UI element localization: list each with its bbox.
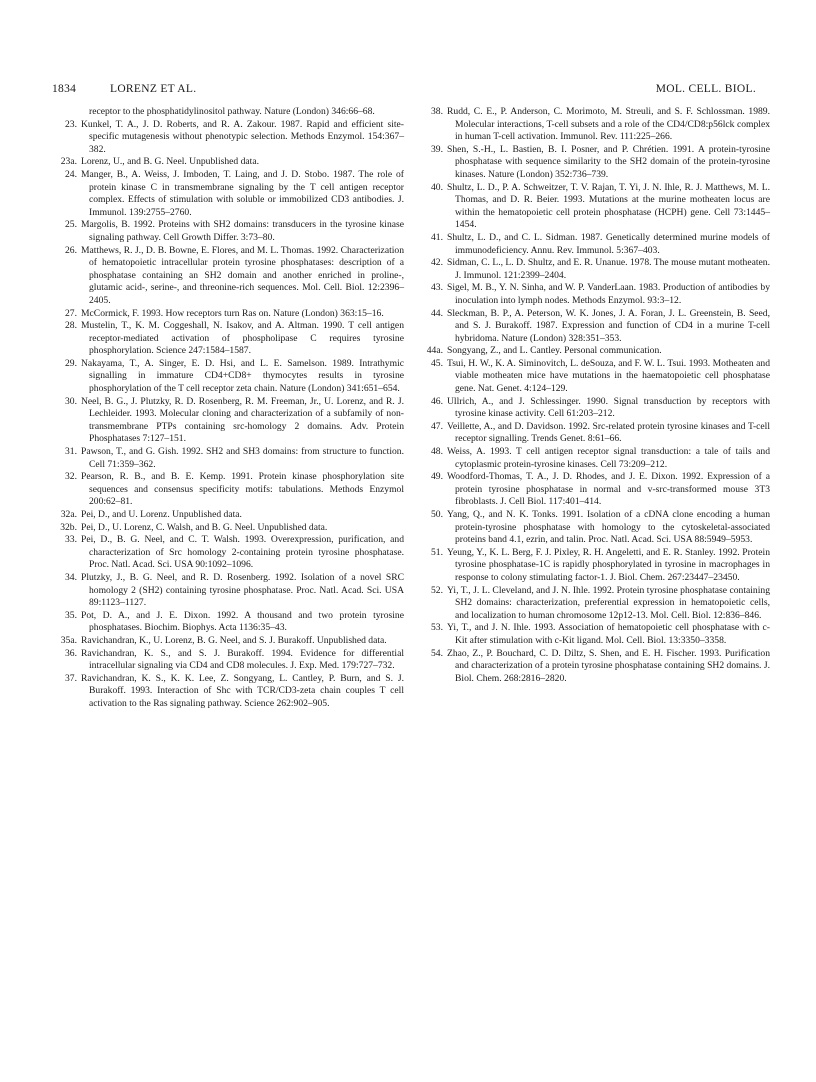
reference-text: Ravichandran, K. S., and S. J. Burakoff. 1994. Evidence for differential intracellular signaling via CD4 and CD8 molecules. J. Exp. Med. 179:727–732.: [81, 647, 404, 672]
reference-text: Margolis, B. 1992. Proteins with SH2 domains: transducers in the tyrosine kinase signaling pathway. Cell Growth Differ. 3:73–80.: [81, 219, 404, 243]
reference-number: 23a.: [60, 156, 77, 168]
reference-number: 50.: [431, 509, 443, 520]
reference-entry: [52, 471, 404, 509]
reference-text: Neel, B. G., J. Plutzky, R. D. Rosenberg, R. M. Freeman, Jr., U. Lorenz, and R. J. Lechleider. 1993. Molecular cloning and characterization of a subfamily of non-transmembrane PTPs containing src-homology 2 domains. Adv. Protein Phosphatases 7:127–151.: [81, 395, 404, 445]
reference-text: Ravichandran, K. S., K. K. Lee, Z. Songyang, L. Cantley, P. Burn, and S. J. Burakoff. 1993. Interaction of Shc with TCR/CD3-zeta chain couples T cell activation to the Ras signaling pathway. Science 262:902–905.: [81, 672, 404, 709]
reference-text: Veillette, A., and D. Davidson. 1992. Src-related protein tyrosine kinases and T-cell receptor signalling. Trends Genet. 8:61–66.: [447, 420, 770, 445]
reference-text: Ravichandran, K., U. Lorenz, B. G. Neel, and S. J. Burakoff. Unpublished data.: [81, 634, 387, 646]
reference-entry: [52, 245, 404, 308]
reference-text: Sigel, M. B., Y. N. Sinha, and W. P. VanderLaan. 1983. Production of antibodies by inoculation into lymph nodes. Methods Enzymol. 93:3–12.: [447, 282, 770, 306]
running-header: [52, 83, 756, 99]
reference-number: 32b.: [60, 521, 77, 533]
reference-entry: [418, 308, 770, 346]
reference-entry: [418, 622, 770, 647]
reference-number: 48.: [431, 446, 443, 458]
reference-text: Yeung, Y., K. L. Berg, F. J. Pixley, R. H. Angeletti, and E. R. Stanley. 1992. Protein tyrosine phosphatase-1C is rapidly phosphorylated in tyrosine in macrophages in response to colony stimulating factor-1. J. Biol. Chem. 267:23447–23450.: [447, 546, 770, 583]
reference-entry: [418, 345, 770, 358]
reference-text: Yi, T., J. L. Cleveland, and J. N. Ihle. 1992. Protein tyrosine phosphatase containing SH2 domains: characterization, preferential expression in hematopoietic cells, and localization to human chromosome 12p12-13. Mol. Cell. Biol. 12:836–846.: [447, 584, 770, 621]
reference-text: Plutzky, J., B. G. Neel, and R. D. Rosenberg. 1992. Isolation of a novel SRC homology 2 (SH2) containing tyrosine phosphatase. Proc. Natl. Acad. Sci. USA 89:1123–1127.: [81, 571, 404, 609]
reference-text: Kunkel, T. A., J. D. Roberts, and R. A. Zakour. 1987. Rapid and efficient site-specific mutagenesis without phenotypic selection. Methods Enzymol. 154:367–382.: [81, 118, 404, 155]
reference-number: 41.: [431, 231, 443, 243]
reference-entry: [52, 358, 404, 396]
reference-number: 27.: [65, 307, 77, 319]
reference-entry: [418, 106, 770, 144]
reference-number: 43.: [431, 282, 443, 294]
reference-text: Sidman, C. L., L. D. Shultz, and E. R. Unanue. 1978. The mouse mutant motheaten. J. Immunol. 121:2399–2404.: [447, 257, 770, 281]
reference-entry: [418, 471, 770, 509]
references-right-column: [418, 106, 770, 685]
reference-text: Pot, D. A., and J. E. Dixon. 1992. A thousand and two protein tyrosine phosphatases. Biochim. Biophys. Acta 1136:35–43.: [81, 609, 404, 634]
reference-entry: [52, 308, 404, 321]
reference-number: 35a.: [60, 634, 77, 646]
reference-number: 39.: [431, 143, 443, 155]
reference-text: Weiss, A. 1993. T cell antigen receptor signal transduction: a tale of tails and cytoplasmic protein-tyrosine kinases. Cell 73:209–212.: [447, 446, 770, 470]
reference-number: 34.: [65, 571, 77, 583]
reference-number: 28.: [65, 320, 77, 332]
reference-entry: [418, 509, 770, 547]
reference-entry: [52, 219, 404, 244]
reference-number: 31.: [65, 446, 77, 458]
reference-number: 38.: [431, 106, 443, 117]
reference-entry: [52, 446, 404, 471]
reference-number: 46.: [431, 395, 443, 407]
reference-number: 30.: [65, 395, 77, 407]
reference-text: Manger, B., A. Weiss, J. Imboden, T. Laing, and J. D. Stobo. 1987. The role of protein kinase C in transmembrane signaling by the T cell antigen receptor complex. Effects of stimulation with soluble or immobilized CD3 antibodies. J. Immunol. 139:2755–2760.: [81, 168, 404, 218]
reference-number: 44a.: [426, 345, 443, 357]
reference-number: 37.: [65, 672, 77, 684]
reference-number: 44.: [431, 307, 443, 319]
reference-text: Matthews, R. J., D. B. Bowne, E. Flores, and M. L. Thomas. 1992. Characterization of hematopoietic intracellular protein tyrosine phosphatases: description of a phosphatase containing an SH2 domain and another enriched in proline-, glutamic acid-, serine-, and threonine-rich sequences. Mol. Cell. Biol. 12:2396–2405.: [81, 244, 404, 306]
reference-number: 32a.: [60, 509, 77, 520]
reference-text: Nakayama, T., A. Singer, E. D. Hsi, and L. E. Samelson. 1989. Intrathymic signalling in immature CD4+CD8+ thymocytes results in tyrosine phosphorylation of the T cell receptor zeta chain. Nature (London) 341:651–654.: [81, 357, 404, 395]
reference-entry: [52, 522, 404, 535]
reference-number: 49.: [431, 471, 443, 483]
reference-entry: [52, 635, 404, 648]
reference-entry: [418, 585, 770, 623]
reference-text: Mustelin, T., K. M. Coggeshall, N. Isakov, and A. Altman. 1990. T cell antigen receptor-mediated activation of phospholipase C requires tyrosine phosphorylation. Science 247:1584–1587.: [81, 320, 404, 357]
reference-text: Rudd, C. E., P. Anderson, C. Morimoto, M. Streuli, and S. F. Schlossman. 1989. Molecular interactions, T-cell subsets and a role of the CD4/CD8:p56lck complex in human T-cell activation. Immunol. Rev. 111:225–266.: [447, 106, 770, 143]
reference-number: 36.: [65, 647, 77, 659]
reference-entry: [418, 358, 770, 396]
reference-number: 42.: [431, 257, 443, 269]
reference-entry: [418, 257, 770, 282]
reference-entry: [418, 144, 770, 182]
reference-entry: [52, 648, 404, 673]
reference-entry: [52, 320, 404, 358]
reference-number: 54.: [431, 647, 443, 659]
reference-number: 51.: [431, 546, 443, 558]
reference-number: 47.: [431, 420, 443, 432]
reference-entry: [418, 396, 770, 421]
reference-text: Shultz, L. D., P. A. Schweitzer, T. V. Rajan, T. Yi, J. N. Ihle, R. J. Matthews, M. L. Thomas, and D. R. Beier. 1993. Mutations at the murine motheaten locus are within the hematopoietic cell protein phosphatase (HCPH) gene. Cell 73:1445–1454.: [447, 181, 770, 231]
reference-text: Pei, D., and U. Lorenz. Unpublished data.: [81, 509, 242, 520]
reference-text: Pearson, R. B., and B. E. Kemp. 1991. Protein kinase phosphorylation site sequences and consensus specificity motifs: tabulations. Methods Enzymol 200:62–81.: [81, 471, 404, 508]
reference-entry: [418, 648, 770, 686]
reference-text: Pawson, T., and G. Gish. 1992. SH2 and SH3 domains: from structure to function. Cell 71:359–362.: [81, 446, 404, 470]
reference-text: Ullrich, A., and J. Schlessinger. 1990. Signal transduction by receptors with tyrosine kinase activity. Cell 61:203–212.: [447, 395, 770, 420]
reference-number: 26.: [65, 244, 77, 256]
reference-number: 40.: [431, 181, 443, 193]
reference-entry: [418, 547, 770, 585]
reference-number: 29.: [65, 357, 77, 369]
reference-text: McCormick, F. 1993. How receptors turn Ras on. Nature (London) 363:15–16.: [81, 307, 384, 319]
reference-entry: [418, 182, 770, 232]
journal-name: MOL. CELL. BIOL.: [655, 83, 756, 95]
reference-entry: [418, 446, 770, 471]
reference-text: receptor to the phosphatidylinositol pathway. Nature (London) 346:66–68.: [89, 106, 375, 117]
references-left-column: [52, 106, 404, 711]
reference-number: 45.: [431, 357, 443, 369]
reference-entry: [52, 572, 404, 610]
reference-entry: [52, 673, 404, 711]
reference-text: Songyang, Z., and L. Cantley. Personal communication.: [447, 345, 662, 357]
reference-number: 32.: [65, 471, 77, 483]
reference-text: Shultz, L. D., and C. L. Sidman. 1987. Genetically determined murine models of immunodeficiency. Annu. Rev. Immunol. 5:367–403.: [447, 231, 770, 256]
reference-number: 52.: [431, 584, 443, 596]
reference-entry: [52, 509, 404, 522]
reference-text: Pei, D., U. Lorenz, C. Walsh, and B. G. Neel. Unpublished data.: [81, 521, 328, 533]
reference-entry: [52, 156, 404, 169]
reference-text: Sleckman, B. P., A. Peterson, W. K. Jones, J. A. Foran, J. L. Greenstein, B. Seed, and S. J. Burakoff. 1987. Expression and function of CD4 in a murine T-cell hybridoma. Nature (London) 328:351–353.: [447, 307, 770, 344]
page-number: 1834: [52, 83, 77, 95]
reference-number: 23.: [65, 118, 77, 130]
reference-entry: [418, 282, 770, 307]
reference-text: Yi, T., and J. N. Ihle. 1993. Association of hematopoietic cell phosphatase with c-Kit after stimulation with c-Kit ligand. Mol. Cell. Biol. 13:3350–3358.: [447, 622, 770, 646]
reference-text: Woodford-Thomas, T. A., J. D. Rhodes, and J. E. Dixon. 1992. Expression of a protein tyrosine phosphatase in normal and v-src-transformed mouse 3T3 fibroblasts. J. Cell Biol. 117:401–414.: [447, 471, 770, 508]
reference-entry: [52, 396, 404, 446]
reference-number: 33.: [65, 534, 77, 546]
reference-text: Pei, D., B. G. Neel, and C. T. Walsh. 1993. Overexpression, purification, and characterization of Src homology 2-containing protein tyrosine phosphatase. Proc. Natl. Acad. Sci. USA 90:1092–1096.: [81, 534, 404, 571]
reference-entry: [418, 421, 770, 446]
reference-entry: [52, 106, 404, 119]
reference-entry: [52, 610, 404, 635]
reference-text: Yang, Q., and N. K. Tonks. 1991. Isolation of a cDNA clone encoding a human protein-tyrosine phosphatase with homology to the cytoskeletal-associated proteins band 4.1, ezrin, and talin. Proc. Natl. Acad. Sci. USA 88:5949–5953.: [447, 509, 770, 546]
reference-number: 35.: [65, 609, 77, 621]
reference-text: Shen, S.-H., L. Bastien, B. I. Posner, and P. Chrétien. 1991. A protein-tyrosine phosphatase with sequence similarity to the SH2 domain of the protein-tyrosine kinases. Nature (London) 352:736–739.: [447, 143, 770, 180]
reference-number: 24.: [65, 168, 77, 180]
reference-entry: [52, 534, 404, 572]
reference-entry: [52, 119, 404, 157]
running-authors: LORENZ ET AL.: [110, 83, 197, 95]
reference-entry: [52, 169, 404, 219]
reference-text: Tsui, H. W., K. A. Siminovitch, L. deSouza, and F. W. L. Tsui. 1993. Motheaten and viable motheaten mice have mutations in the haematopoietic cell phosphatase gene. Nat. Genet. 4:124–129.: [447, 357, 770, 395]
reference-number: 25.: [65, 219, 77, 231]
reference-entry: [418, 232, 770, 257]
reference-number: 53.: [431, 622, 443, 634]
reference-text: Lorenz, U., and B. G. Neel. Unpublished data.: [81, 156, 259, 168]
reference-text: Zhao, Z., P. Bouchard, C. D. Diltz, S. Shen, and E. H. Fischer. 1993. Purification and characterization of a protein tyrosine phosphatase containing SH2 domains. J. Biol. Chem. 268:2816–2820.: [447, 647, 770, 684]
